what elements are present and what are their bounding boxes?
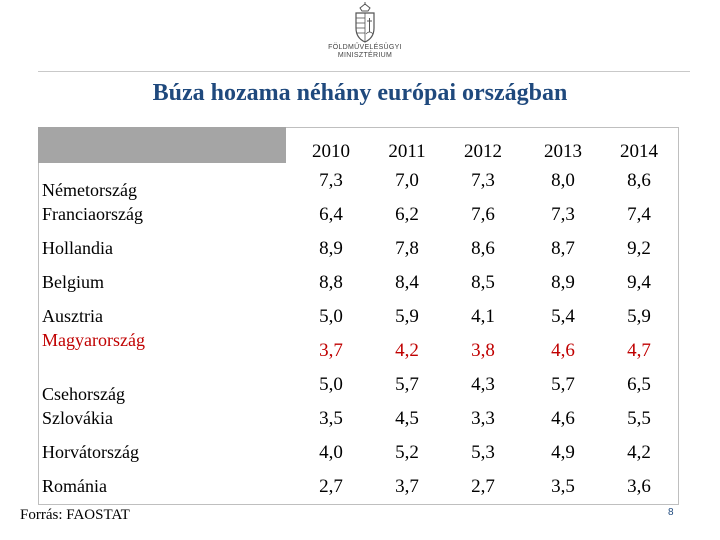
yield-value: 3,6: [627, 476, 651, 497]
year-header: 2013: [544, 141, 582, 162]
yield-value: 8,9: [319, 238, 343, 259]
yield-value: 3,3: [471, 408, 495, 429]
yield-value: 8,0: [551, 170, 575, 191]
yield-value: 5,7: [395, 374, 419, 395]
yield-value: 7,4: [627, 204, 651, 225]
yield-value: 8,9: [551, 272, 575, 293]
yield-value: 8,7: [551, 238, 575, 259]
yield-value: 5,5: [627, 408, 651, 429]
yield-value: 4,2: [627, 442, 651, 463]
yield-value: 4,5: [395, 408, 419, 429]
yield-value: 5,4: [551, 306, 575, 327]
yield-value: 3,7: [319, 340, 343, 361]
yield-value: 8,4: [395, 272, 419, 293]
yield-value: 4,7: [627, 340, 651, 361]
yield-value: 7,3: [471, 170, 495, 191]
country-label: Magyarország: [42, 330, 145, 350]
source-note: Forrás: FAOSTAT: [20, 507, 130, 523]
year-header: 2012: [464, 141, 502, 162]
slide-title: Búza hozama néhány európai országban: [152, 80, 568, 106]
country-label: Szlovákia: [42, 408, 113, 428]
country-label: Csehország: [42, 384, 125, 404]
yield-value: 5,2: [395, 442, 419, 463]
yield-value: 5,3: [471, 442, 495, 463]
country-label: Németország: [42, 180, 137, 200]
yield-value: 8,6: [627, 170, 651, 191]
ministry-logo: [315, 2, 415, 68]
year-header: 2014: [620, 141, 658, 162]
country-label: Horvátország: [42, 442, 139, 462]
year-header: 2011: [388, 141, 426, 162]
yield-value: 2,7: [471, 476, 495, 497]
yield-value: 3,8: [471, 340, 495, 361]
yield-value: 6,2: [395, 204, 419, 225]
yield-value: 6,5: [627, 374, 651, 395]
yield-value: 4,1: [471, 306, 495, 327]
yield-value: 9,2: [627, 238, 651, 259]
yield-value: 9,4: [627, 272, 651, 293]
yield-value: 3,5: [319, 408, 343, 429]
year-header: 2010: [312, 141, 350, 162]
page-number: 8: [668, 507, 674, 518]
yield-value: 5,0: [319, 306, 343, 327]
yield-value: 5,9: [627, 306, 651, 327]
yield-value: 8,8: [319, 272, 343, 293]
yield-value: 4,2: [395, 340, 419, 361]
country-label: Franciaország: [42, 204, 143, 224]
yield-value: 4,3: [471, 374, 495, 395]
ministry-name-line1: FÖLDMŰVELÉSÜGYI: [328, 44, 402, 51]
yield-value: 8,5: [471, 272, 495, 293]
yield-value: 8,6: [471, 238, 495, 259]
yield-value: 4,0: [319, 442, 343, 463]
yield-value: 6,4: [319, 204, 343, 225]
yield-value: 5,7: [551, 374, 575, 395]
yield-value: 7,6: [471, 204, 495, 225]
yield-value: 5,0: [319, 374, 343, 395]
table-header-band: [38, 127, 286, 163]
country-label: Belgium: [42, 272, 104, 292]
yield-value: 7,3: [319, 170, 343, 191]
yield-value: 2,7: [319, 476, 343, 497]
header-divider: [38, 71, 690, 72]
yield-value: 4,6: [551, 408, 575, 429]
ministry-name-line2: MINISZTÉRIUM: [337, 52, 393, 59]
yield-value: 3,7: [395, 476, 419, 497]
yield-value: 4,6: [551, 340, 575, 361]
yield-value: 3,5: [551, 476, 575, 497]
yield-value: 7,8: [395, 238, 419, 259]
yield-value: 7,3: [551, 204, 575, 225]
yield-value: 7,0: [395, 170, 419, 191]
coat-of-arms-icon: [352, 2, 378, 44]
country-label: Románia: [42, 476, 107, 496]
yield-value: 4,9: [551, 442, 575, 463]
yield-value: 5,9: [395, 306, 419, 327]
country-label: Hollandia: [42, 238, 113, 258]
country-label: Ausztria: [42, 306, 103, 326]
